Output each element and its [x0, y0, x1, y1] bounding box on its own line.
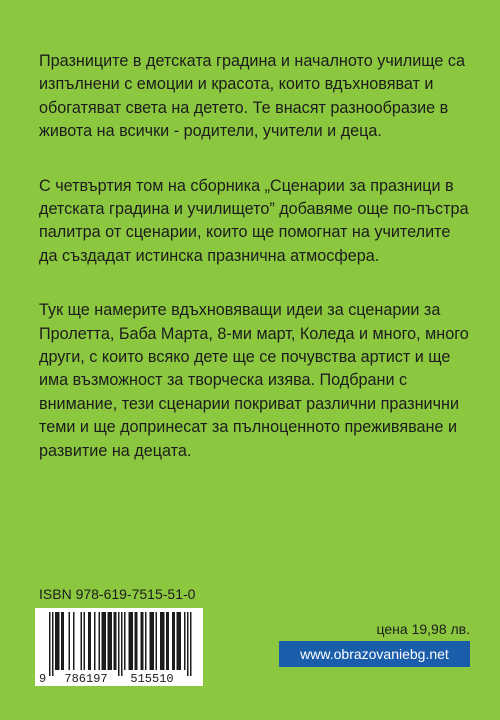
barcode-bar — [166, 612, 168, 670]
back-cover-description — [39, 50, 469, 494]
paragraph-ideas: Тук ще намерите вдъхновяващи идеи за сценарии за Пролетта, Баба Марта, 8-ми март, Коледа и много, много други, с които всяко дете ще се почувства артист и ще има възможност за творческа изява. Подбрани с внимание, тези сценарии покриват различни празнични теми и ще допринесат за пълноценното преживяване и развитие на децата. — [39, 301, 469, 460]
barcode-bar — [57, 612, 59, 670]
barcode-bar — [103, 612, 105, 670]
barcode-bar — [84, 612, 86, 670]
barcode — [35, 608, 203, 686]
barcode-bars — [49, 612, 192, 676]
barcode-bar — [151, 612, 153, 670]
barcode-guard-bar — [121, 612, 123, 676]
barcode-bar — [88, 612, 90, 670]
barcode-bar — [178, 612, 180, 670]
barcode-bar — [124, 612, 126, 670]
barcode-guard-bar — [49, 612, 51, 676]
barcode-bar — [132, 612, 134, 670]
barcode-bar — [145, 612, 147, 670]
barcode-bar — [114, 612, 116, 670]
barcode-guard-bar — [118, 612, 120, 676]
barcode-bar — [172, 612, 174, 670]
barcode-bar — [63, 612, 65, 670]
barcode-bar — [153, 612, 155, 670]
barcode-right-digits: 515510 — [130, 672, 174, 686]
barcode-guard-bar — [187, 612, 189, 676]
barcode-graphic — [35, 608, 203, 686]
barcode-bar — [73, 612, 75, 670]
barcode-guard-bar — [190, 612, 192, 676]
barcode-bar — [163, 612, 165, 670]
barcode-bar — [168, 612, 170, 670]
barcode-lead-digit: 9 — [39, 672, 47, 686]
barcode-bar — [130, 612, 132, 670]
barcode-bar — [174, 612, 176, 670]
barcode-bar — [58, 612, 60, 670]
barcode-bar — [184, 612, 186, 670]
barcode-bar — [55, 612, 57, 670]
barcode-guard-bar — [52, 612, 54, 676]
barcode-bar — [177, 612, 179, 670]
barcode-bar — [180, 612, 182, 670]
barcode-bar — [141, 612, 143, 670]
barcode-bar — [111, 612, 113, 670]
barcode-bar — [156, 612, 158, 670]
barcode-bar — [69, 612, 71, 670]
barcode-bar — [162, 612, 164, 670]
barcode-bar — [94, 612, 96, 670]
barcode-bar — [115, 612, 117, 670]
barcode-bar — [160, 612, 162, 670]
barcode-bar — [90, 612, 92, 670]
price-label: цена 19,98 лв. — [376, 621, 470, 637]
barcode-left-digits: 786197 — [64, 672, 108, 686]
barcode-bar — [150, 612, 152, 670]
barcode-bar — [136, 612, 138, 670]
barcode-bar — [105, 612, 107, 670]
barcode-bar — [135, 612, 137, 670]
barcode-bar — [99, 612, 101, 670]
paragraph-fourth-volume: С четвъртия том на сборника „Сценарии за празници в детската градина и училището” добавяме още по-пъстра палитра от сценарии, които ще помогнат на учителите да създадат истинска празнична атмосфера. — [39, 176, 469, 265]
barcode-bar — [102, 612, 104, 670]
barcode-bar — [108, 612, 110, 670]
barcode-bar — [61, 612, 63, 670]
website-link[interactable]: www.obrazovaniebg.net — [279, 641, 470, 667]
isbn-label: ISBN 978-619-7515-51-0 — [39, 586, 196, 602]
barcode-bar — [109, 612, 111, 670]
barcode-bar — [142, 612, 144, 670]
barcode-bar — [129, 612, 131, 670]
barcode-bar — [81, 612, 83, 670]
paragraph-intro: Празниците в детската градина и началното училище са изпълнени с емоции и красота, които вдъхновяват и обогатяват света на детето. Те внасят разнообразие в живота на всички - родители, учители и деца. — [39, 52, 466, 141]
